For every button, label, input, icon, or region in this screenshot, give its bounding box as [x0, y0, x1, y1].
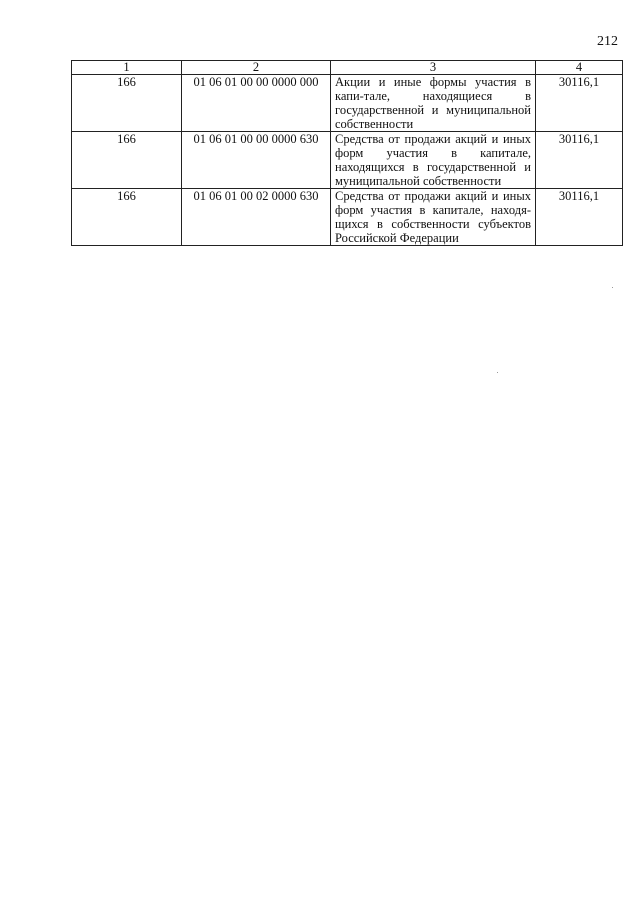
- source-name-cell: Средства от продажи акций и иных форм участия в капитале, находя-щихся в собственности субъектов Российской Федерации: [331, 189, 536, 246]
- header-row: [72, 61, 623, 75]
- column-header-4: 4: [536, 61, 623, 75]
- source-code-cell: 01 06 01 00 02 0000 630: [182, 189, 331, 246]
- source-name-cell: Акции и иные формы участия в капи-тале, находящиеся в государственной и муниципальной собственности: [331, 75, 536, 132]
- scan-speck: [612, 287, 613, 288]
- admin-code-cell: 166: [72, 75, 182, 132]
- table-body: [72, 75, 623, 246]
- budget-sources-table: [71, 60, 623, 246]
- admin-code-cell: 166: [72, 189, 182, 246]
- source-code-cell: 01 06 01 00 00 0000 000: [182, 75, 331, 132]
- table-row: [72, 189, 623, 246]
- source-name-cell: Средства от продажи акций и иных форм участия в капитале, находящихся в государственной и муниципальной собственности: [331, 132, 536, 189]
- column-header-2: 2: [182, 61, 331, 75]
- admin-code-cell: 166: [72, 132, 182, 189]
- scan-speck: [497, 372, 498, 373]
- source-code-cell: 01 06 01 00 00 0000 630: [182, 132, 331, 189]
- table-row: [72, 75, 623, 132]
- amount-cell: 30116,1: [536, 189, 623, 246]
- amount-cell: 30116,1: [536, 75, 623, 132]
- column-header-1: 1: [72, 61, 182, 75]
- page-number: 212: [597, 34, 618, 49]
- table-header: [72, 61, 623, 75]
- table-row: [72, 132, 623, 189]
- column-header-3: 3: [331, 61, 536, 75]
- amount-cell: 30116,1: [536, 132, 623, 189]
